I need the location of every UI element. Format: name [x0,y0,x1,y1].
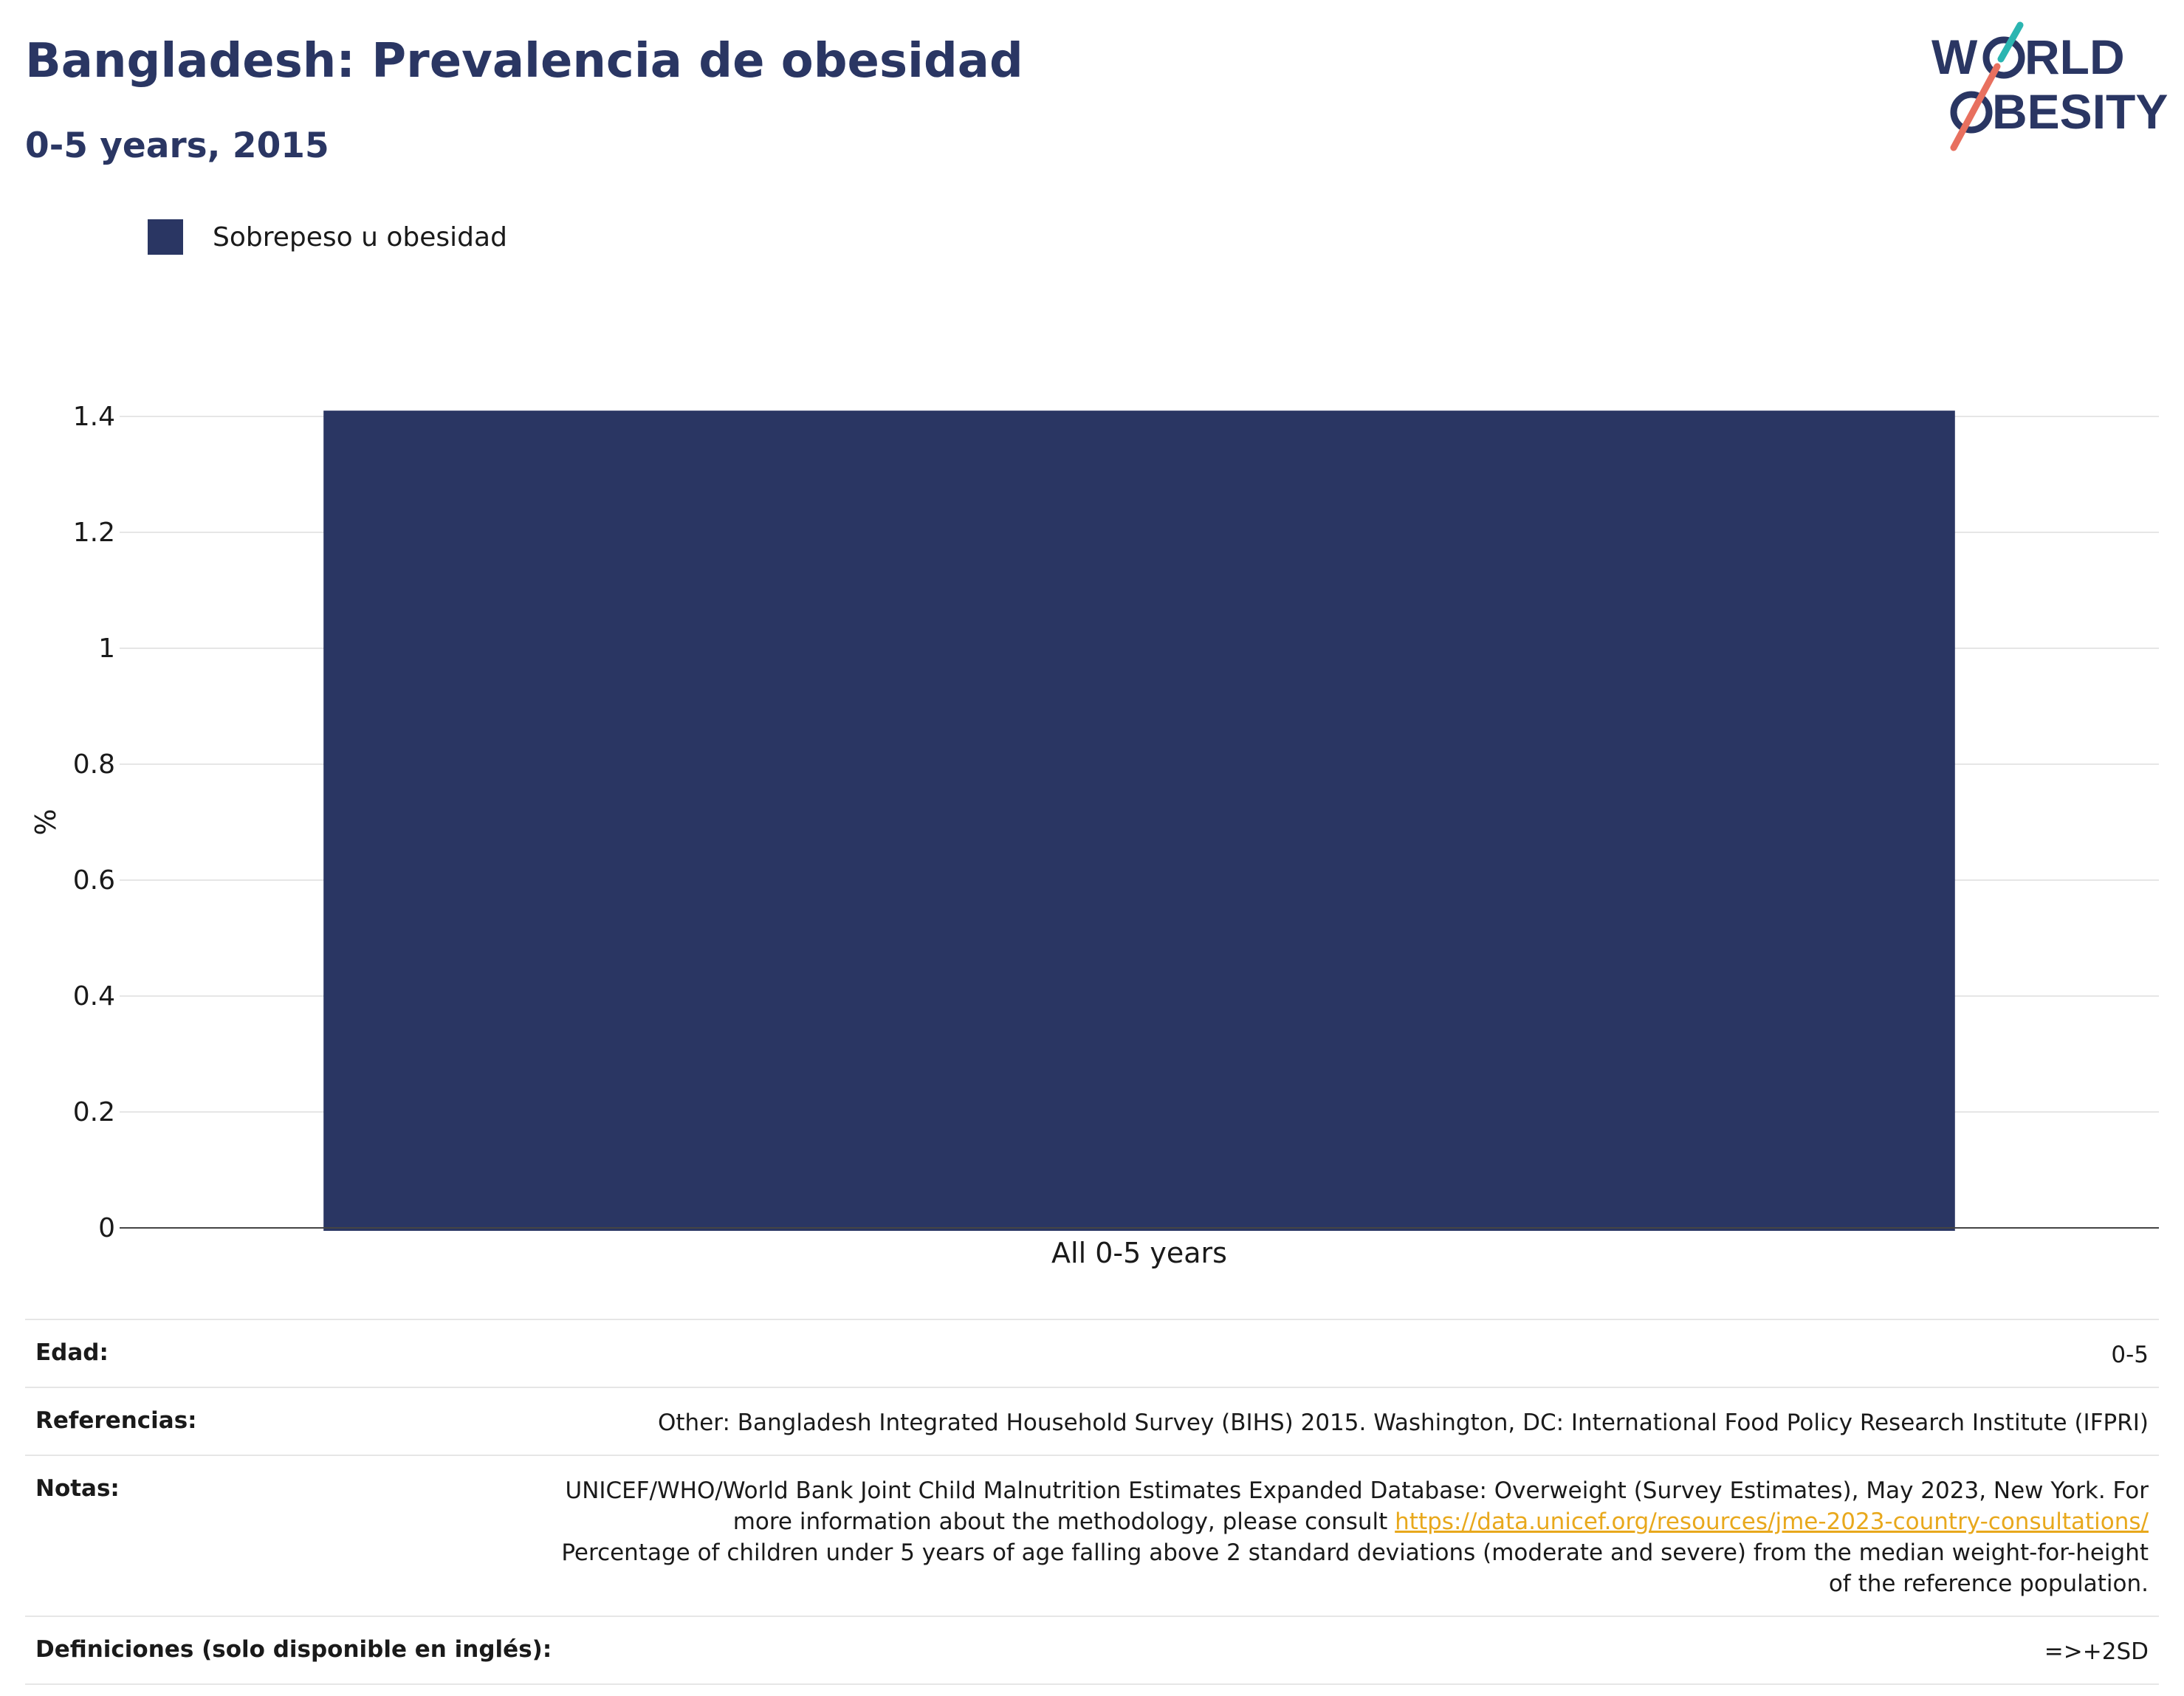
notes-definition-text: Percentage of children under 5 years of age falling above 2 standard deviations (moderate and severe) from the median weight-for-height of the reference population. [561,1539,2149,1597]
y-tick-label: 0 [98,1213,115,1243]
y-tick-label: 1.2 [72,518,115,548]
svg-text:W: W [1931,30,1978,84]
metadata-table [25,1319,2159,1685]
y-tick-label: 0.2 [72,1097,115,1127]
table-row-references [25,1387,2159,1455]
notes-label: Notas: [35,1475,120,1502]
y-tick-label: 0.8 [72,749,115,780]
definitions-value: =>+2SD [2044,1638,2149,1665]
chart-subtitle: 0-5 years, 2015 [25,126,329,166]
y-axis-label: % [30,808,62,836]
age-value: 0-5 [2111,1342,2149,1368]
y-tick-label: 1.4 [72,402,115,432]
svg-text:RLD: RLD [2025,30,2125,84]
notes-text: UNICEF/WHO/World Bank Joint Child Malnutrition Estimates Expanded Database: Overweight (Survey Estimates), May 2023, New York. For more information about the methodology, please consult [565,1477,2149,1535]
chart-title: Bangladesh: Prevalencia de obesidad [25,34,1023,89]
svg-text:BESITY: BESITY [1992,84,2168,139]
y-tick-label: 1 [98,634,115,664]
bar [323,411,1955,1231]
references-label: Referencias: [35,1407,197,1434]
notes-value [561,1475,2149,1599]
legend-label: Sobrepeso u obesidad [213,222,507,253]
y-tick-label: 0.6 [72,865,115,896]
table-row-age [25,1319,2159,1387]
table-row-definitions [25,1616,2159,1685]
x-tick-label: All 0-5 years [1051,1237,1227,1269]
y-tick-label: 0.4 [72,981,115,1012]
methodology-link[interactable]: https://data.unicef.org/resources/jme-2023-country-consultations/ [1395,1508,2149,1535]
definitions-label: Definiciones (solo disponible en inglés): [35,1636,552,1663]
references-value: Other: Bangladesh Integrated Household Survey (BIHS) 2015. Washington, DC: International Food Policy Research Institute (IFPRI) [658,1410,2149,1436]
table-row-notes [25,1455,2159,1616]
age-label: Edad: [35,1339,109,1366]
